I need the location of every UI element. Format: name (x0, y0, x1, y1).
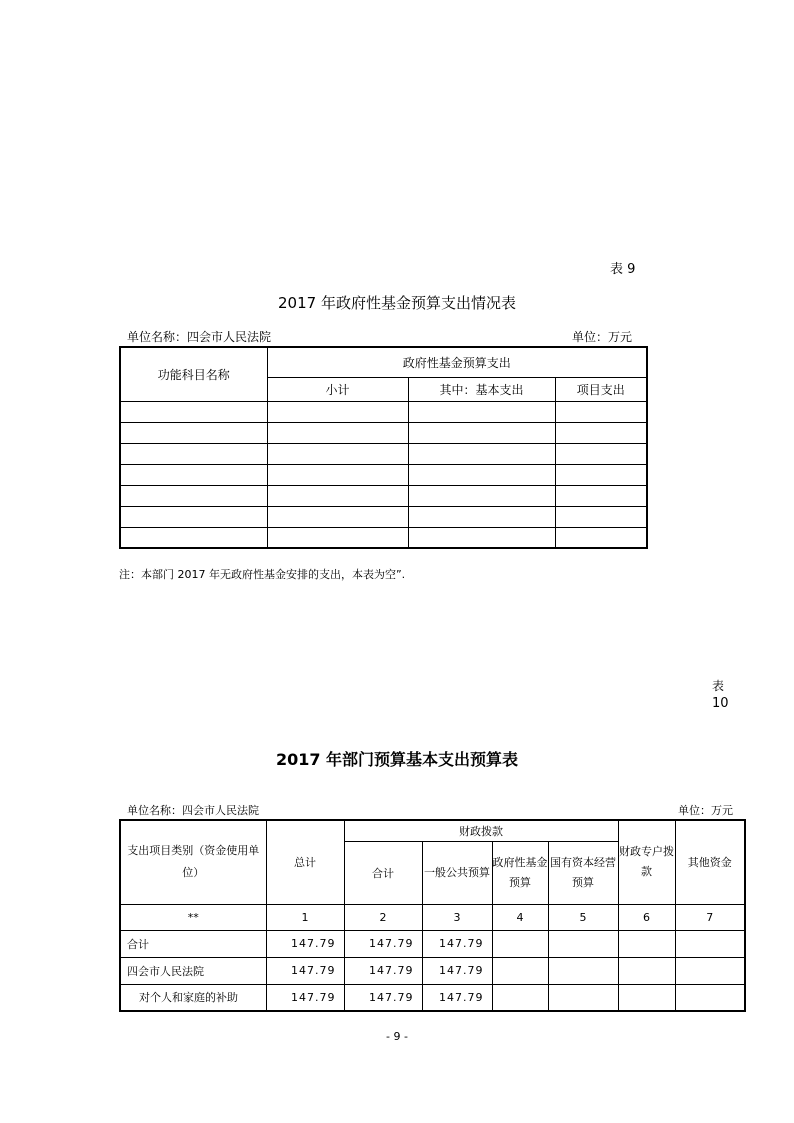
table9-title: 2017 年政府性基金预算支出情况表 (278, 294, 516, 312)
row-general: 147.79 (422, 957, 492, 984)
table10-header-category: 支出项目类别（资金使用单位） (120, 820, 266, 904)
table-row (120, 930, 745, 957)
index-cell: 4 (492, 904, 548, 930)
row-name: 合计 (120, 930, 266, 957)
index-cell: 1 (266, 904, 344, 930)
table9-header-project: 项目支出 (555, 377, 647, 401)
page-number: - 9 - (386, 1030, 408, 1043)
row-sum: 147.79 (344, 957, 422, 984)
row-name: 四会市人民法院 (120, 957, 266, 984)
table10-header-other-funds: 其他资金 (675, 820, 745, 904)
row-sum: 147.79 (344, 984, 422, 1011)
table-row (120, 464, 647, 485)
row-name: 对个人和家庭的补助 (120, 984, 266, 1011)
table-row (120, 527, 647, 548)
row-total: 147.79 (266, 930, 344, 957)
table10-header-gov-fund: 政府性基金预算 (492, 841, 548, 904)
table10-header-special-account: 财政专户拨款 (618, 820, 675, 904)
table9-unit-name: 单位名称：四会市人民法院 (127, 330, 272, 344)
table-row (120, 485, 647, 506)
table10-header-fiscal: 财政拨款 (344, 820, 618, 841)
index-cell: 6 (618, 904, 675, 930)
table9-header-subtotal: 小计 (267, 377, 408, 401)
table-row (120, 422, 647, 443)
table9-unit: 单位：万元 (572, 330, 633, 344)
row-total: 147.79 (266, 957, 344, 984)
row-general: 147.79 (422, 984, 492, 1011)
table9-note: 注：本部门 2017 年无政府性基金安排的支出，本表为空”. (119, 568, 406, 581)
index-cell: ** (120, 904, 266, 930)
table10-label-line2: 10 (712, 696, 729, 711)
index-cell: 2 (344, 904, 422, 930)
index-cell: 7 (675, 904, 745, 930)
table9-header-group: 政府性基金预算支出 (267, 347, 647, 377)
table10-index-row (120, 904, 745, 930)
table9-label: 表 9 (610, 262, 636, 277)
table10-label-line1: 表 (712, 679, 725, 693)
table-row (120, 957, 745, 984)
table-row (120, 443, 647, 464)
table-row (120, 506, 647, 527)
table10-header-sum: 合计 (344, 841, 422, 904)
row-total: 147.79 (266, 984, 344, 1011)
table10-header-total: 总计 (266, 820, 344, 904)
table-row (120, 984, 745, 1011)
table9 (119, 346, 648, 549)
table10 (119, 819, 746, 1012)
table9-header-basic: 其中：基本支出 (408, 377, 555, 401)
table9-header-function: 功能科目名称 (120, 347, 267, 401)
index-cell: 3 (422, 904, 492, 930)
index-cell: 5 (548, 904, 618, 930)
table-row (120, 401, 647, 422)
table10-title: 2017 年部门预算基本支出预算表 (275, 750, 519, 769)
table10-header-state-capital: 国有资本经营预算 (548, 841, 618, 904)
table10-unit-name: 单位名称：四会市人民法院 (127, 804, 259, 817)
table10-unit: 单位：万元 (678, 804, 733, 817)
row-sum: 147.79 (344, 930, 422, 957)
table10-header-general-public: 一般公共预算 (422, 841, 492, 904)
row-general: 147.79 (422, 930, 492, 957)
